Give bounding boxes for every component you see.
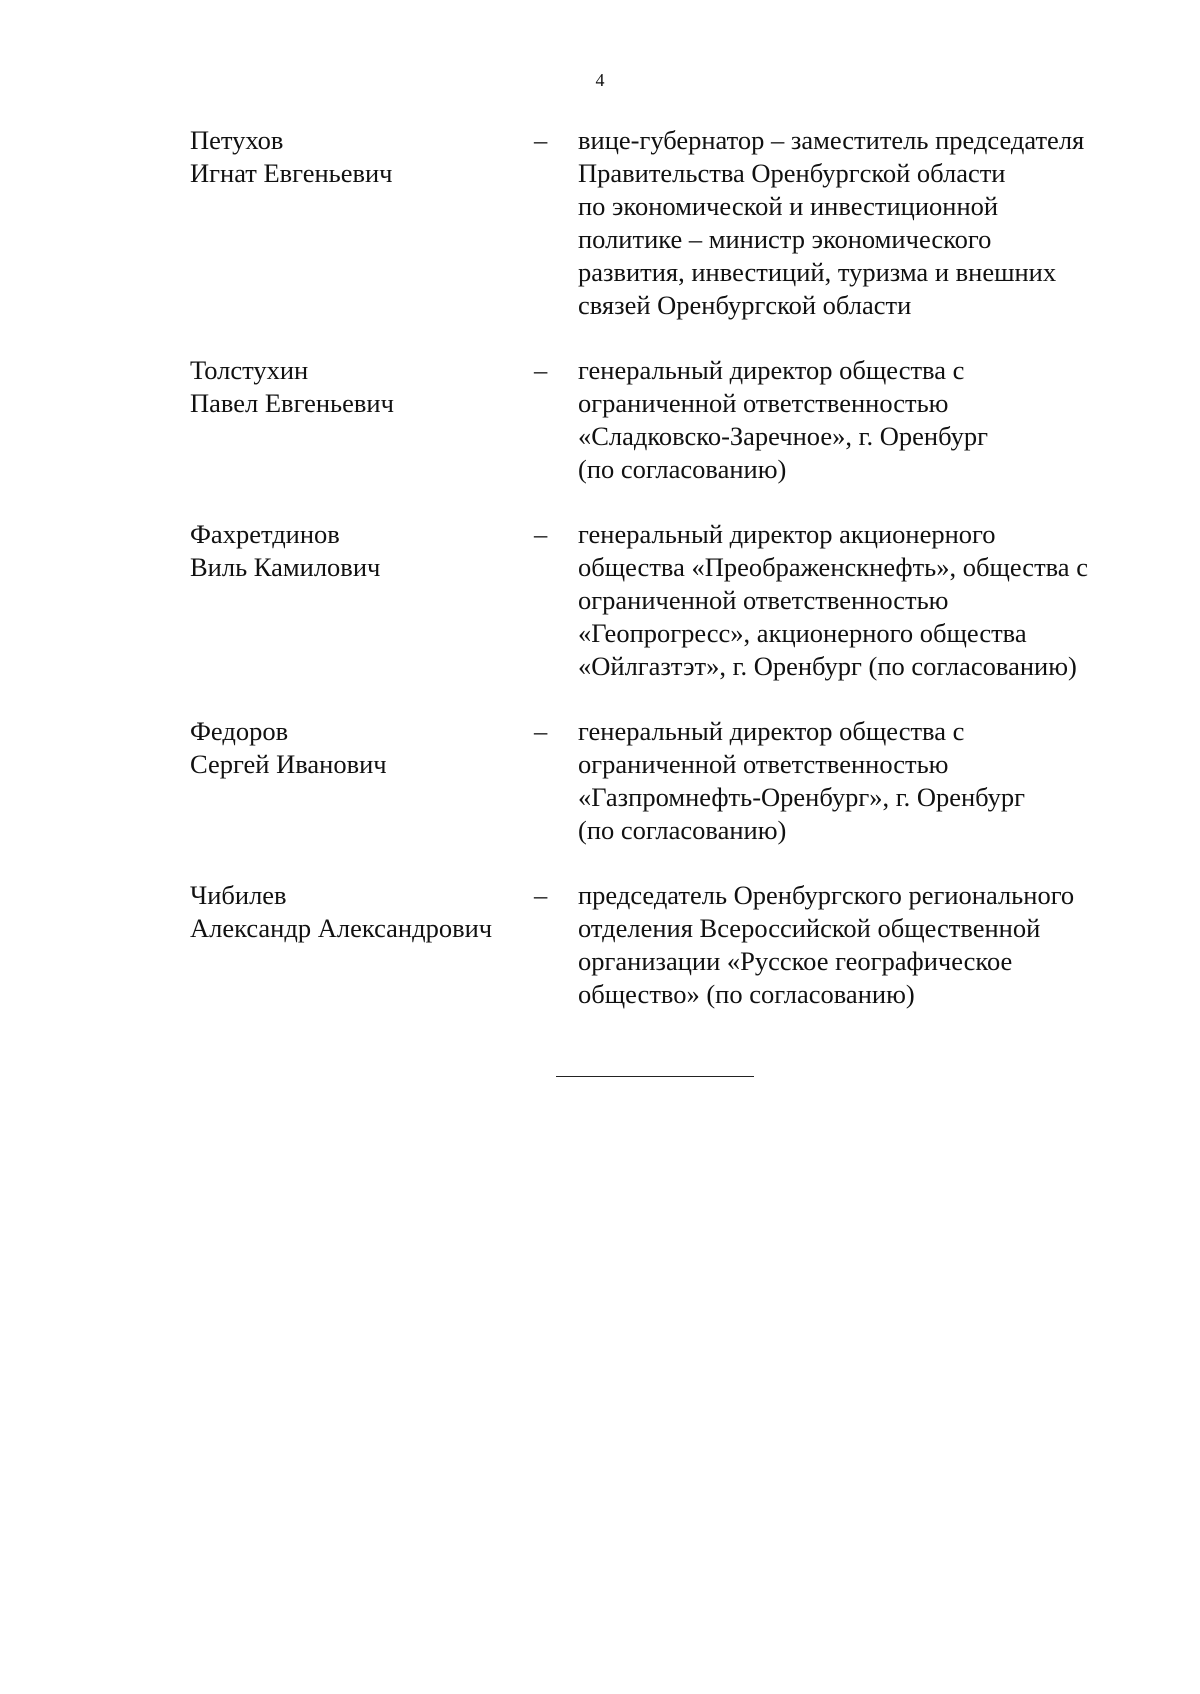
member-position xyxy=(578,124,1138,322)
member-surname: Толстухин xyxy=(190,355,309,385)
position-line: «Газпромнефть-Оренбург», г. Оренбург xyxy=(578,782,1025,812)
member-given-names: Александр Александрович xyxy=(190,913,493,943)
member-name xyxy=(190,354,550,420)
member-given-names: Сергей Иванович xyxy=(190,749,387,779)
member-given-names: Игнат Евгеньевич xyxy=(190,158,393,188)
member-given-names: Виль Камилович xyxy=(190,552,381,582)
member-name xyxy=(190,518,550,584)
member-position xyxy=(578,715,1138,847)
position-line: «Геопрогресс», акционерного общества xyxy=(578,618,1027,648)
position-line: общества «Преображенскнефть», общества с xyxy=(578,552,1088,582)
position-line: «Ойлгазтэт», г. Оренбург (по согласованию) xyxy=(578,651,1077,681)
member-name xyxy=(190,879,550,945)
closing-divider xyxy=(556,1076,754,1077)
separator-dash: – xyxy=(534,519,548,549)
page-number: 4 xyxy=(595,70,605,90)
member-surname: Фахретдинов xyxy=(190,519,340,549)
separator-dash: – xyxy=(534,716,548,746)
position-line: (по согласованию) xyxy=(578,454,787,484)
separator-dash: – xyxy=(534,355,548,385)
member-surname: Петухов xyxy=(190,125,284,155)
position-line: (по согласованию) xyxy=(578,815,787,845)
member-name xyxy=(190,124,550,190)
separator-dash: – xyxy=(534,125,548,155)
member-name xyxy=(190,715,550,781)
position-line: ограниченной ответственностью xyxy=(578,388,949,418)
position-line: «Сладковско-Заречное», г. Оренбург xyxy=(578,421,988,451)
position-line: ограниченной ответственностью xyxy=(578,585,949,615)
member-surname: Чибилев xyxy=(190,880,287,910)
position-line: политике – министр экономического xyxy=(578,224,992,254)
position-line: генеральный директор общества с xyxy=(578,355,965,385)
position-line: развития, инвестиций, туризма и внешних xyxy=(578,257,1057,287)
member-position xyxy=(578,354,1138,486)
position-line: отделения Всероссийской общественной xyxy=(578,913,1041,943)
position-line: ограниченной ответственностью xyxy=(578,749,949,779)
position-line: генеральный директор акционерного xyxy=(578,519,996,549)
position-line: вице-губернатор – заместитель председателя xyxy=(578,125,1085,155)
member-surname: Федоров xyxy=(190,716,289,746)
position-line: организации «Русское географическое xyxy=(578,946,1013,976)
position-line: по экономической и инвестиционной xyxy=(578,191,999,221)
position-line: председатель Оренбургского регионального xyxy=(578,880,1075,910)
position-line: Правительства Оренбургской области xyxy=(578,158,1006,188)
position-line: общество» (по согласованию) xyxy=(578,979,915,1009)
position-line: связей Оренбургской области xyxy=(578,290,912,320)
separator-dash: – xyxy=(534,880,548,910)
position-line: генеральный директор общества с xyxy=(578,716,965,746)
member-given-names: Павел Евгеньевич xyxy=(190,388,394,418)
member-position xyxy=(578,518,1138,683)
member-position xyxy=(578,879,1138,1011)
